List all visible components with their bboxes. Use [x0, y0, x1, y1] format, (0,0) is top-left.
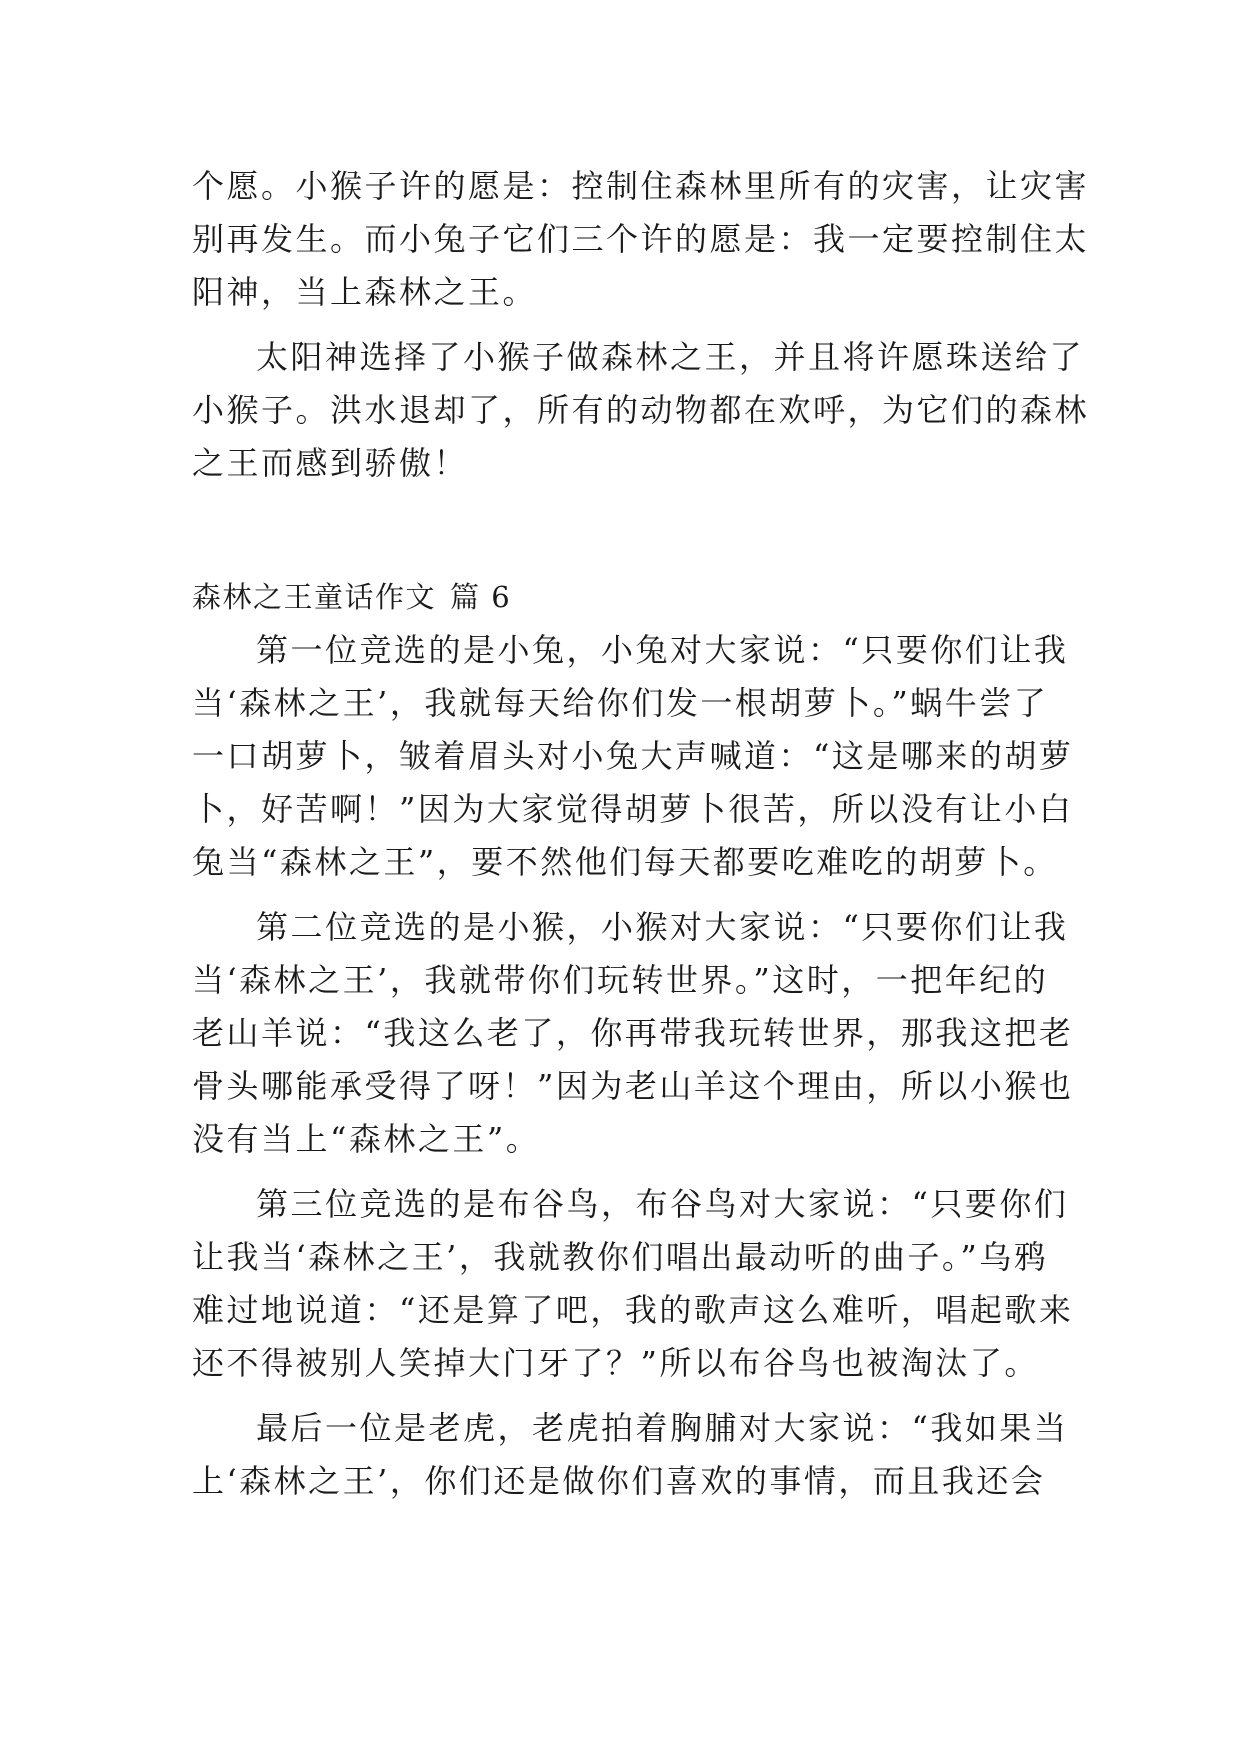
text-line: 老山羊说：“我这么老了，你再带我玩转世界，那我这把老: [192, 1014, 1074, 1052]
heading-part: 篇 6: [450, 580, 512, 614]
text-line: 骨头哪能承受得了呀！”因为老山羊这个理由，所以小猴也: [192, 1067, 1074, 1105]
heading-title: 森林之王童话作文: [192, 580, 437, 614]
text-line: 个愿。小猴子许的愿是：控制住森林里所有的灾害，让灾害: [192, 167, 1090, 205]
text-line: 上‘森林之王’，你们还是做你们喜欢的事情，而且我还会: [192, 1462, 1046, 1500]
text-line: 第二位竞选的是小猴，小猴对大家说：“只要你们让我: [256, 908, 1069, 946]
text-line: 之王而感到骄傲！: [192, 444, 469, 482]
text-line: 兔当“森林之王”，要不然他们每天都要吃难吃的胡萝卜。: [192, 843, 1058, 881]
paragraph-3: [192, 624, 1074, 889]
text-line: 第一位竞选的是小兔，小兔对大家说：“只要你们让我: [256, 631, 1069, 669]
paragraph-1: [192, 160, 1090, 319]
paragraph-2: [192, 331, 1090, 490]
paragraph-5: [192, 1178, 1074, 1390]
section-heading: [192, 576, 1050, 618]
paragraph-6: [192, 1402, 1069, 1508]
text-line: 当‘森林之王’，我就带你们玩转世界。”这时，一把年纪的: [192, 961, 1049, 999]
text-line: 还不得被别人笑掉大门牙了？”所以布谷鸟也被淘汰了。: [192, 1344, 1039, 1382]
text-line: 阳神，当上森林之王。: [192, 273, 538, 311]
text-line: 第三位竞选的是布谷鸟，布谷鸟对大家说：“只要你们: [256, 1185, 1069, 1223]
paragraph-4: [192, 901, 1074, 1166]
text-line: 卜，好苦啊！”因为大家觉得胡萝卜很苦，所以没有让小白: [192, 790, 1074, 828]
text-line: 没有当上“森林之王”。: [192, 1120, 541, 1158]
text-line: 难过地说道：“还是算了吧，我的歌声这么难听，唱起歌来: [192, 1291, 1074, 1329]
text-line: 当‘森林之王’，我就每天给你们发一根胡萝卜。”蜗牛尝了: [192, 684, 1049, 722]
document-page: [192, 160, 1090, 1520]
text-line: 太阳神选择了小猴子做森林之王，并且将许愿珠送给了: [256, 338, 1085, 376]
text-line: 让我当‘森林之王’，我就教你们唱出最动听的曲子。”乌鸦: [192, 1238, 1049, 1276]
text-line: 小猴子。洪水退却了，所有的动物都在欢呼，为它们的森林: [192, 391, 1090, 429]
text-line: 别再发生。而小兔子它们三个许的愿是：我一定要控制住太: [192, 220, 1090, 258]
text-line: 最后一位是老虎，老虎拍着胸脯对大家说：“我如果当: [256, 1409, 1069, 1447]
text-line: 一口胡萝卜，皱着眉头对小兔大声喊道：“这是哪来的胡萝: [192, 737, 1074, 775]
